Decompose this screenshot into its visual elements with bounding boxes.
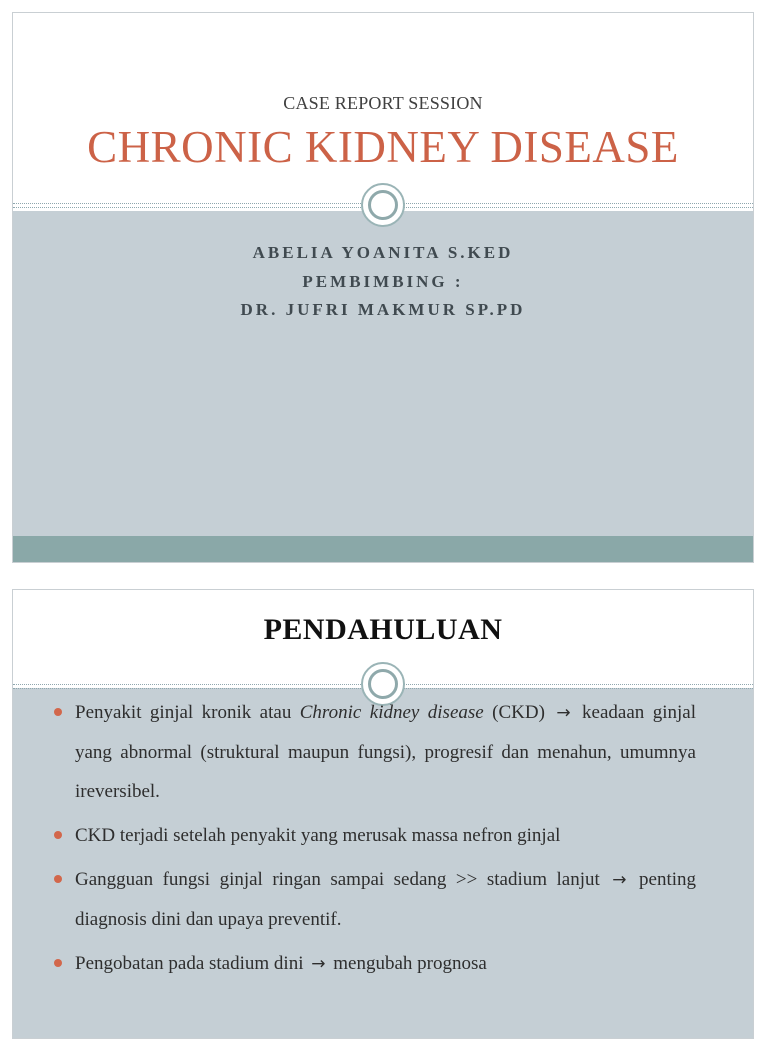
slide-title: CHRONIC KIDNEY DISEASE [87,122,679,172]
supervisor-name: DR. JUFRI MAKMUR SP.PD [240,300,526,319]
footer-band [13,536,753,562]
supervisor-label: PEMBIMBING : [302,271,464,291]
bullet-text: CKD terjadi setelah penyakit yang merusak massa nefron ginjal [75,825,561,846]
list-item [53,860,696,939]
arrow-right-icon: → [311,954,326,974]
bullet-dot-icon [54,831,62,839]
bullet-text: mengubah prognosa [328,953,487,974]
list-item [53,816,696,855]
bullet-text: Gangguan fungsi ginjal ringan sampai sedang >> stadium lanjut [75,869,610,890]
slide-title: PENDAHULUAN [263,613,503,646]
list-item [53,944,696,984]
author-block [13,239,753,325]
divider-circle-icon [361,183,405,227]
bullet-text: keadaan ginjal yang abnormal (struktural maupun fungsi), progresif dan menahun, umumnya ireversibel. [75,702,696,802]
title-slide [12,12,754,563]
arrow-right-icon: → [612,870,627,890]
bullet-dot-icon [54,959,62,967]
author-name: ABELIA YOANITA S.KED [252,243,514,262]
bullet-text: (CKD) [483,702,554,723]
arrow-right-icon: → [556,703,571,723]
bullet-text: penting diagnosis dini dan upaya preventif. [75,869,696,930]
bullet-text: Pengobatan pada stadium dini [75,953,309,974]
bullet-list [53,693,696,989]
bullet-text: Penyakit ginjal kronik atau [75,702,300,723]
bullet-italic-term: Chronic kidney disease [299,702,484,723]
bullet-dot-icon [54,708,62,716]
slide-subtitle: CASE REPORT SESSION [283,93,483,113]
bullet-dot-icon [54,875,62,883]
list-item [53,693,696,811]
content-slide [12,589,754,1039]
